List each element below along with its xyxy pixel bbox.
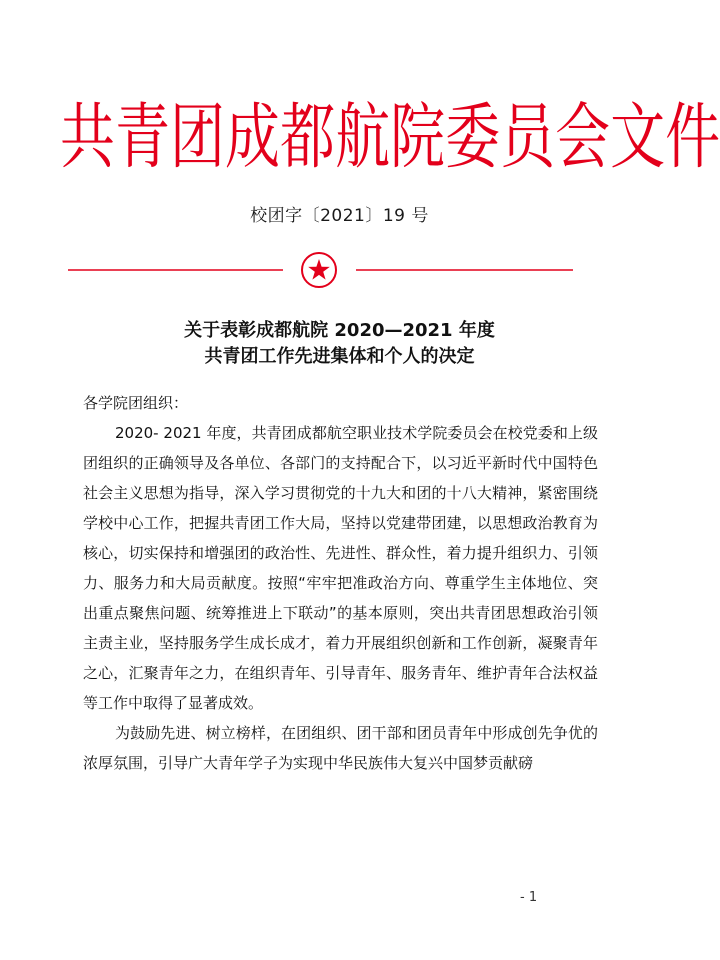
header-title-char: 青 bbox=[115, 94, 171, 178]
header-title-char: 员 bbox=[500, 94, 556, 178]
header-title-char: 院 bbox=[390, 94, 446, 178]
page-number: - 1 bbox=[520, 890, 538, 905]
body-paragraph-2: 为鼓励先进、树立榜样，在团组织、团干部和团员青年中形成创先争优的浓厚氛围，引导广大青年学子为实现中华民族伟大复兴中国梦贡献磅 bbox=[83, 724, 598, 772]
document-title-line2: 共青团工作先进集体和个人的决定 bbox=[204, 346, 475, 367]
header-title-char: 共 bbox=[60, 94, 116, 178]
header-title-char: 文 bbox=[610, 94, 666, 178]
body-paragraph-1: 2020- 2021 年度，共青团成都航空职业技术学院委员会在校党委和上级团组织的正确领导及各单位、各部门的支持配合下，以习近平新时代中国特色社会主义思想为指导，深入学习贯彻党的十九大和团的十八大精神，紧密围绕学校中心工作，把握共青团工作大局，坚持以党建带团建，以思想政治教育为核心，切实保持和增强团的政治性、先进性、群众性，着力提升组织力、引领力、服务力和大局贡献度。按照“牢牢把准政治方向、尊重学生主体地位、突出重点聚焦问题、统筹推进上下联动”的基本原则，突出共青团思想政治引领主责主业，坚持服务学生成长成才，着力开展组织创新和工作创新，凝聚青年之心，汇聚青年之力，在组织青年、引导青年、服务青年、维护青年合法权益等工作中取得了显著成效。 bbox=[83, 424, 598, 712]
document-title-line1: 关于表彰成都航院 2020—2021 年度 bbox=[184, 320, 495, 341]
header-title-char: 团 bbox=[170, 94, 226, 178]
header-title-char: 航 bbox=[335, 94, 391, 178]
document-body bbox=[83, 388, 598, 778]
document-number: 校团字〔2021〕19 号 bbox=[250, 206, 429, 226]
document-title bbox=[0, 318, 679, 370]
red-divider bbox=[60, 248, 619, 294]
header-title-char: 成 bbox=[225, 94, 281, 178]
header-title-char: 件 bbox=[665, 94, 720, 178]
header-title-char: 委 bbox=[445, 94, 501, 178]
red-star-icon bbox=[308, 259, 330, 280]
header-title-char: 会 bbox=[555, 94, 611, 178]
salutation: 各学院团组织： bbox=[83, 394, 189, 412]
document-header-title bbox=[60, 79, 720, 196]
header-title-char: 都 bbox=[280, 94, 336, 178]
